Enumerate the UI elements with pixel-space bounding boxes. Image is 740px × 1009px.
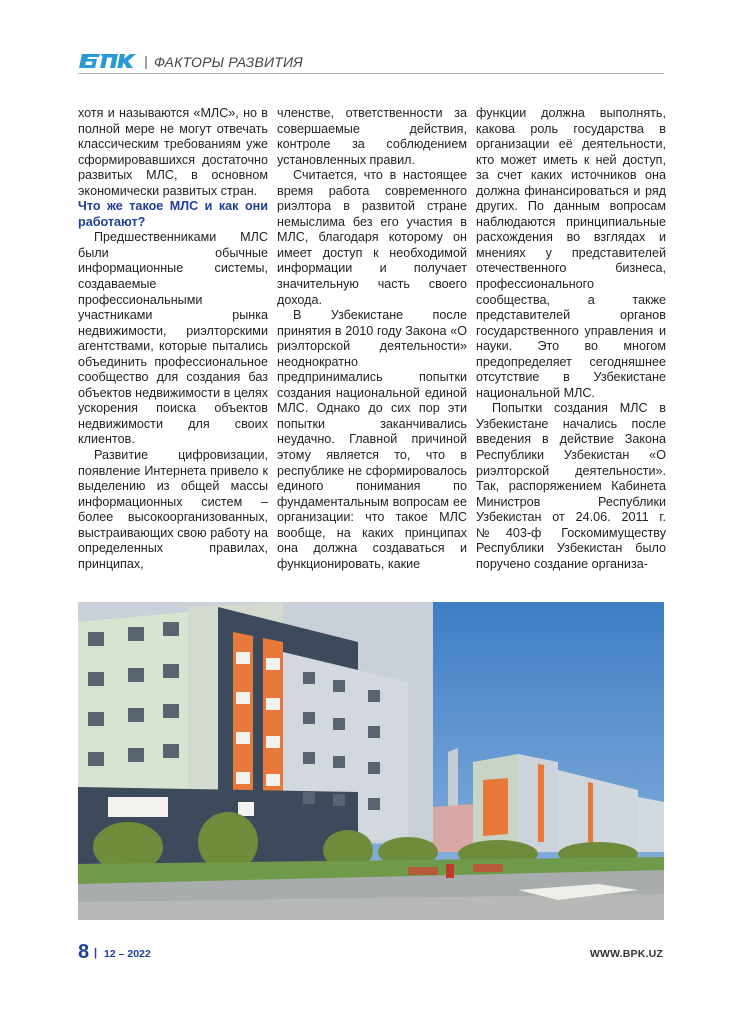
article-body (78, 106, 664, 586)
header-separator: | (144, 53, 148, 69)
paragraph: Развитие цифровизации, появление Интернета привело к выделению из общей массы информационных систем – более высокоорганизованных, выстраивающих свою работу на определенных правилах, принципах, (78, 448, 268, 571)
page-number: 8 (78, 941, 90, 963)
issue-number: 12 – 2022 (104, 948, 151, 960)
subheading: Что же такое МЛС и как они работают? (78, 199, 268, 229)
section-title: ФАКТОРЫ РАЗВИТИЯ (154, 54, 303, 70)
article-column-2 (277, 106, 467, 572)
bpk-logo (78, 53, 136, 69)
article-column-1 (78, 106, 268, 572)
photo-illustration (78, 602, 664, 920)
paragraph: Предшественниками МЛС были обычные информационные системы, создаваемые профессиональными участниками рынка недвижимости, риэлторскими агентствами, которые пытались объединить профессиональное сообщество для создания баз объектов недвижимости в целях ускорения поиска объектов недвижимости для своих клиентов. (78, 230, 268, 447)
footer-separator: | (94, 947, 98, 959)
paragraph: хотя и называются «МЛС», но в полной мере не могут отвечать классическим требованиям уже сформировавшихся достаточно развитых МЛС, в основном экономически развитых стран. (78, 106, 268, 198)
website-link[interactable]: WWW.BPK.UZ (589, 948, 663, 960)
page-header (78, 52, 664, 74)
paragraph: членстве, ответственности за совершаемые действия, контроле за соблюдением установленных правил. (277, 106, 467, 167)
paragraph: Попытки создания МЛС в Узбекистане начались после введения в действие Закона Республики Узбекистан «О риэлторской деятельности». Так, распоряжением Кабинета Министров Республики Узбекистан от 24.06. 2011 г. №403-ф Госкомимуществу Республики Узбекистан было поручено создание организа- (476, 401, 666, 571)
header-divider (78, 73, 664, 74)
residential-buildings-photo (78, 602, 664, 920)
paragraph: Считается, что в настоящее время работа современного риэлтора в развитой стране немыслима без его участия в МЛС, благодаря которому он имеет доступ к необходимой информации и получает значительную часть своего дохода. (277, 168, 467, 307)
article-column-3 (476, 106, 666, 572)
paragraph: функции должна выполнять, какова роль государства в организации её деятельности, кто может иметь к ней доступ, за счет каких источников она должна финансироваться и ряд других. По данным вопросам наблюдаются принципиальные расхождения во взглядах и мнениях у представителей отечественного бизнеса, профессионального сообщества, а также представителей органов государственного управления и науки. Это во многом предопределяет сегодняшнее отсутствие в Узбекистане национальной МЛС. (476, 106, 666, 400)
paragraph: В Узбекистане после принятия в 2010 году Закона «О риэлторской деятельности» неоднократно предпринимались попытки создания национальной единой МЛС. Однако до сих пор эти попытки заканчивались неудачно. Главной причиной этому является то, что в республике не сформировалось единого понимания по фундаментальным вопросам ее организации: что такое МЛС вообще, на каких принципах она должна создаваться и функционировать, какие (277, 308, 467, 571)
